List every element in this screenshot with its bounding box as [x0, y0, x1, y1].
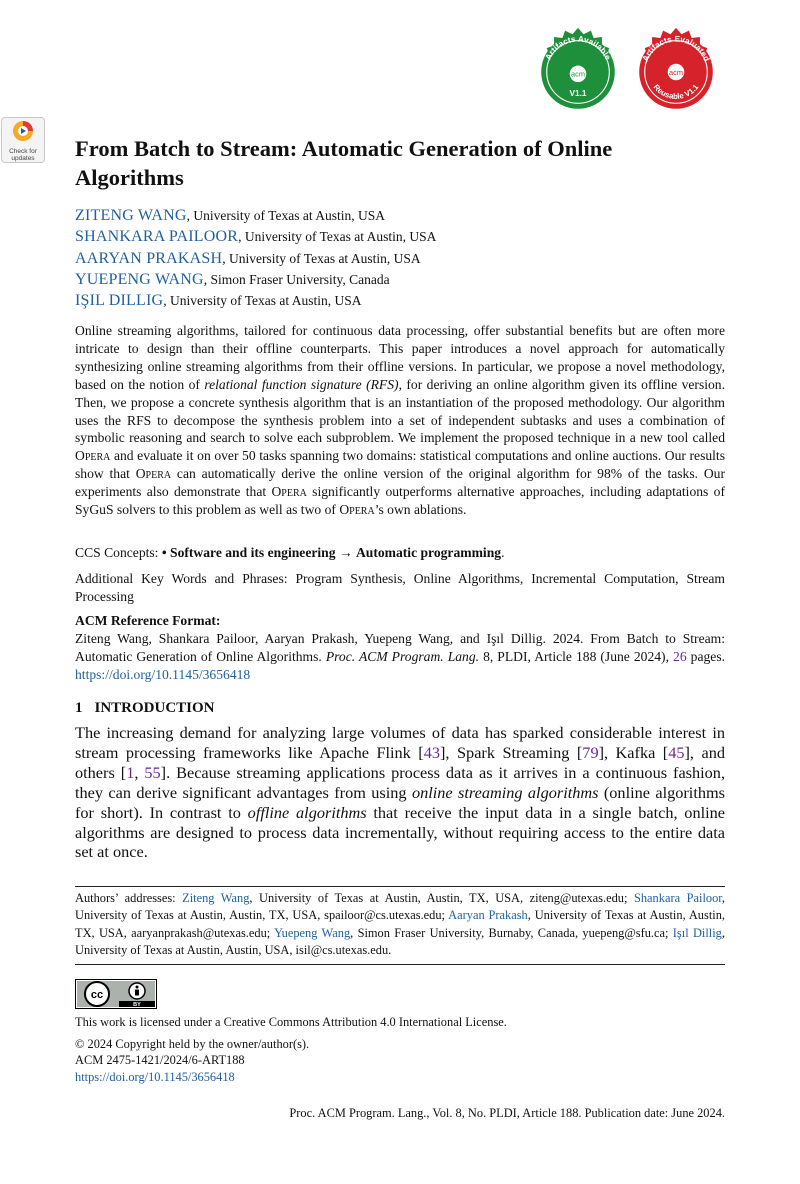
author-link[interactable]: Ziteng Wang	[182, 891, 250, 905]
introduction-text: The increasing demand for analyzing large volumes of data has sparked considerable interest in stream processing frameworks like Apache Flink [43], Spark Streaming [79], Kafka [45], and others [1, 55]. Because streaming applications process data as it arrives in a continuous fashion, they can derive significant advantages from using online streaming algorithms (online algorithms for short). In contrast to offline algorithms that receive the input data in a single batch, online algorithms are designed to process data incrementally, without requiring access to the entire data set at once.	[75, 723, 726, 862]
author-link[interactable]: AARYAN PRAKASH	[75, 249, 223, 267]
author-link[interactable]: Aaryan Prakash	[448, 908, 528, 923]
license-text: This work is licensed under a Creative Commons Attribution 4.0 International License.	[75, 1015, 507, 1029]
author-entry	[75, 269, 725, 290]
section-heading: 1 INTRODUCTION	[75, 700, 215, 716]
author-entry	[75, 226, 725, 247]
artifacts-evaluated-badge	[630, 26, 722, 118]
svg-text:BY: BY	[133, 1002, 141, 1008]
check-updates-line2: updates	[11, 155, 35, 162]
page-footer: Proc. ACM Program. Lang., Vol. 8, No. PLDI, Article 188. Publication date: June 2024.	[289, 1106, 725, 1120]
check-updates-line1: Check for	[9, 148, 37, 155]
svg-text:acm: acm	[571, 69, 585, 79]
author-link[interactable]: Shankara Pailoor	[633, 891, 722, 905]
citation-link[interactable]: 45	[668, 742, 685, 762]
svg-text:acm: acm	[669, 67, 683, 77]
abstract: Online streaming algorithms, tailored for continuous data processing, offer substantial benefits but are often more intricate to design than their offline counterparts. This paper introduces a novel approach for automatically synthesizing online streaming algorithms from their offline versions. In particular, we propose a novel methodology, based on the notion of relational function signature (RFS), for deriving an online algorithm given its offline version. Then, we propose a concrete synthesis algorithm that is an instantiation of the proposed methodology. Our algorithm uses the RFS to decompose the synthesis problem into a set of independent subtasks and uses a combination of symbolic reasoning and search to solve each subproblem. We implement the proposed technique in a new tool called Opera and evaluate it on over 50 tasks spanning two domains: statistical computations and online auctions. Our results show that Opera can automatically derive the online version of the original algorithm for 98% of the tasks. Our experiments also demonstrate that Opera significantly outperforms alternative approaches, including adaptations of SyGuS solvers to this problem as well as two of Opera’s own ablations.	[75, 323, 726, 518]
citation-link[interactable]: 79	[582, 742, 599, 762]
author-list	[75, 205, 725, 311]
author-addresses: Authors’ addresses: Ziteng Wang, University of Texas at Austin, Austin, TX, USA, ziteng@utexas.edu; Shankara Pailoor, University of Texas at Austin, Austin, TX, USA, spailoor@cs.utexas.edu; Aaryan Prakash, University of Texas at Austin, Austin, TX, USA, aaryanprakash@utexas.edu; Yuepeng Wang, Simon Fraser University, Burnaby, Canada, yuepeng@sfu.ca; Işıl Dillig, University of Texas at Austin, Austin, USA, isil@cs.utexas.edu.	[75, 891, 726, 957]
author-link[interactable]: IŞIL DILLIG	[75, 292, 164, 310]
author-entry	[75, 205, 725, 226]
paper-title: From Batch to Stream: Automatic Generation of Online Algorithms	[75, 136, 613, 190]
badge-evaluated-text: Artifacts Evaluated	[640, 34, 712, 63]
cc-by-license-badge[interactable]	[75, 979, 157, 1009]
author-entry	[75, 248, 725, 269]
author-link[interactable]: Işıl Dillig	[672, 925, 722, 940]
author-link[interactable]: ZITENG WANG	[75, 207, 187, 224]
author-affiliation: , University of Texas at Austin, USA	[238, 229, 437, 245]
check-for-updates-button[interactable]	[1, 117, 45, 163]
ccs-concepts: CCS Concepts: • Software and its engineering → Automatic programming.	[75, 545, 505, 560]
author-affiliation: , University of Texas at Austin, USA	[186, 208, 385, 223]
author-entry	[75, 290, 725, 311]
citation-link[interactable]: 43	[423, 742, 441, 762]
artifacts-available-badge	[532, 26, 624, 118]
copyright-block	[75, 1036, 309, 1085]
citation-link[interactable]: 1	[126, 762, 135, 782]
author-link[interactable]: SHANKARA PAILOOR	[75, 228, 239, 246]
footnote-divider	[75, 886, 725, 887]
author-link[interactable]: Yuepeng Wang	[274, 925, 351, 940]
reference-format: Ziteng Wang, Shankara Pailoor, Aaryan Prakash, Yuepeng Wang, and Işıl Dillig. 2024. From Batch to Stream: Automatic Generation of Online Algorithms. Proc. ACM Program. Lang. 8, PLDI, Article 188 (June 2024), 26 pages. https://doi.org/10.1145/3656418	[75, 631, 726, 682]
svg-text:V1.1: V1.1	[569, 88, 587, 98]
doi-link[interactable]: https://doi.org/10.1145/3656418	[75, 666, 251, 682]
svg-text:cc: cc	[90, 989, 104, 1001]
citation-link[interactable]: 55	[144, 762, 161, 782]
reference-format-heading: ACM Reference Format:	[75, 613, 221, 628]
author-affiliation: , University of Texas at Austin, USA	[163, 293, 362, 309]
author-affiliation: , University of Texas at Austin, USA	[222, 250, 421, 266]
author-affiliation: , Simon Fraser University, Canada	[203, 271, 390, 287]
check-updates-icon	[12, 120, 34, 142]
license-divider	[75, 964, 725, 965]
acm-code: ACM 2475-1421/2024/6-ART188	[75, 1053, 245, 1068]
svg-text:Reusable V1.1: Reusable V1.1	[651, 82, 701, 101]
keywords: Additional Key Words and Phrases: Program Synthesis, Online Algorithms, Incremental Computation, Stream Processing	[75, 571, 725, 604]
page-count-link[interactable]: 26	[673, 648, 687, 664]
badge-available-text: Artifacts Available	[543, 34, 613, 62]
copyright-line: © 2024 Copyright held by the owner/author(s).	[75, 1037, 310, 1051]
author-link[interactable]: YUEPENG WANG	[75, 270, 204, 288]
doi-link[interactable]: https://doi.org/10.1145/3656418	[75, 1069, 235, 1084]
